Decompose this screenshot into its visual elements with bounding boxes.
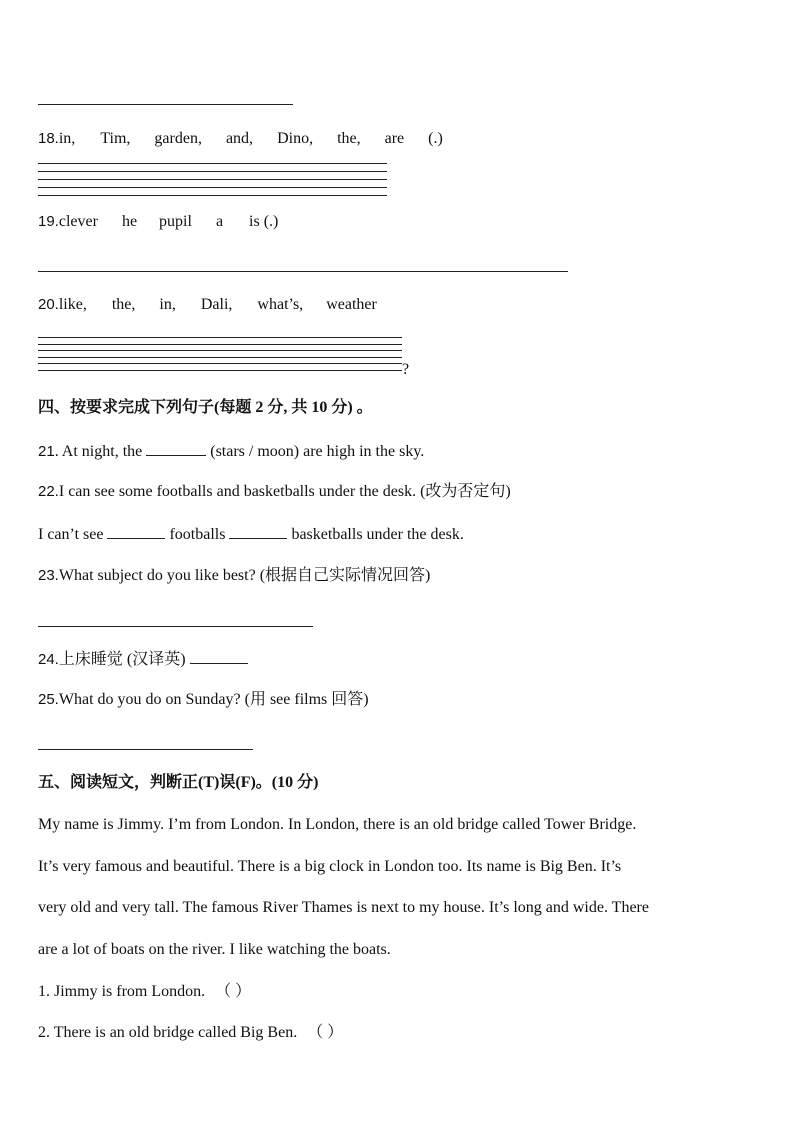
word: and, xyxy=(225,130,254,147)
question-number: 23. xyxy=(38,567,59,584)
question-number: 25. xyxy=(38,691,59,708)
answer-line-18[interactable] xyxy=(38,195,387,196)
word: are xyxy=(384,130,405,147)
fill-blank[interactable] xyxy=(190,649,248,664)
fill-blank[interactable] xyxy=(107,524,165,539)
passage-line: very old and very tall. The famous River Thames is next to my house. It’s long and wide. There xyxy=(38,899,649,916)
word: garden, xyxy=(154,130,202,147)
judge-bracket[interactable]: （ ） xyxy=(215,983,252,1000)
question-number: 18. xyxy=(38,130,59,147)
question-number: 22. xyxy=(38,483,59,500)
answer-line-20[interactable] xyxy=(38,357,402,358)
question-mark: ? xyxy=(402,361,410,378)
answer-line-18[interactable] xyxy=(38,171,387,172)
word: pupil xyxy=(159,213,192,230)
word: weather xyxy=(326,296,377,313)
answer-line-20[interactable] xyxy=(38,363,402,364)
heading-text: (T) xyxy=(198,774,220,791)
fill-blank[interactable] xyxy=(229,524,287,539)
word: the, xyxy=(337,130,361,147)
question-text: What do you do on Sunday? (用 see films 回答) xyxy=(58,691,369,708)
answer-line-18[interactable] xyxy=(38,187,387,188)
word: clever xyxy=(58,213,98,230)
question-22 xyxy=(38,482,511,502)
question-22-answer xyxy=(38,524,464,545)
judge-item xyxy=(38,1023,343,1043)
answer-line-23[interactable] xyxy=(38,626,313,627)
question-text: What subject do you like best? (根据自己实际情况回答) xyxy=(58,567,431,584)
question-24 xyxy=(38,649,248,670)
answer-text: footballs xyxy=(165,526,230,543)
answer-text: basketballs under the desk. xyxy=(287,526,464,543)
question-25 xyxy=(38,690,369,710)
word: what’s, xyxy=(257,296,304,313)
question-21 xyxy=(38,441,424,462)
passage-line: It’s very famous and beautiful. There is a big clock in London too. Its name is Big Ben. It’s xyxy=(38,858,622,875)
question-19 xyxy=(38,212,278,232)
fill-blank[interactable] xyxy=(146,441,206,456)
passage-line: My name is Jimmy. I’m from London. In London, there is an old bridge called Tower Bridge. xyxy=(38,816,637,833)
question-number: 21 xyxy=(38,443,55,460)
question-23 xyxy=(38,566,430,586)
answer-line-19[interactable] xyxy=(38,271,568,272)
question-number: 19. xyxy=(38,213,59,230)
answer-line-25[interactable] xyxy=(38,749,253,750)
judge-bracket[interactable]: （ ） xyxy=(307,1024,344,1041)
question-text: (stars / moon) are high in the sky. xyxy=(206,443,425,460)
section-4-heading: 四、按要求完成下列句子(每题 2 分, 共 10 分) 。 xyxy=(38,399,373,416)
word: is (.) xyxy=(249,213,279,230)
answer-line-20[interactable] xyxy=(38,370,402,371)
word: Dino, xyxy=(277,130,314,147)
question-18 xyxy=(38,129,443,149)
word: in, xyxy=(58,130,76,147)
passage-line: are a lot of boats on the river. I like watching the boats. xyxy=(38,941,391,958)
word: he xyxy=(121,213,138,230)
answer-text: I can’t see xyxy=(38,526,108,543)
question-text: I can see some footballs and basketballs under the desk. (改为否定句) xyxy=(58,483,511,500)
heading-text: 五、阅读短文，判断正 xyxy=(38,774,199,791)
question-number: 20. xyxy=(38,296,59,313)
word: like, xyxy=(58,296,87,313)
question-20 xyxy=(38,295,377,315)
judge-item xyxy=(38,982,251,1002)
word: the, xyxy=(111,296,136,313)
answer-line-18[interactable] xyxy=(38,179,387,180)
question-text: . At night, the xyxy=(54,443,147,460)
word: Tim, xyxy=(100,130,131,147)
question-number: 24. xyxy=(38,651,59,668)
judge-text: 1. Jimmy is from London. xyxy=(38,983,206,1000)
word: in, xyxy=(159,296,176,313)
answer-line-20[interactable] xyxy=(38,350,402,351)
word: Dali, xyxy=(200,296,233,313)
answer-line-20[interactable] xyxy=(38,337,402,338)
word: (.) xyxy=(428,130,443,147)
heading-text: (F) xyxy=(235,774,256,791)
word: a xyxy=(215,213,224,230)
question-text: 上床睡觉 (汉译英) xyxy=(58,651,190,668)
heading-text: 。(10 分) xyxy=(255,774,319,791)
answer-line-18[interactable] xyxy=(38,163,387,164)
heading-text: 误 xyxy=(219,774,236,791)
answer-line-20[interactable] xyxy=(38,344,402,345)
section-5-heading xyxy=(38,773,318,793)
answer-line-17[interactable] xyxy=(38,104,293,105)
judge-text: 2. There is an old bridge called Big Ben. xyxy=(38,1024,298,1041)
